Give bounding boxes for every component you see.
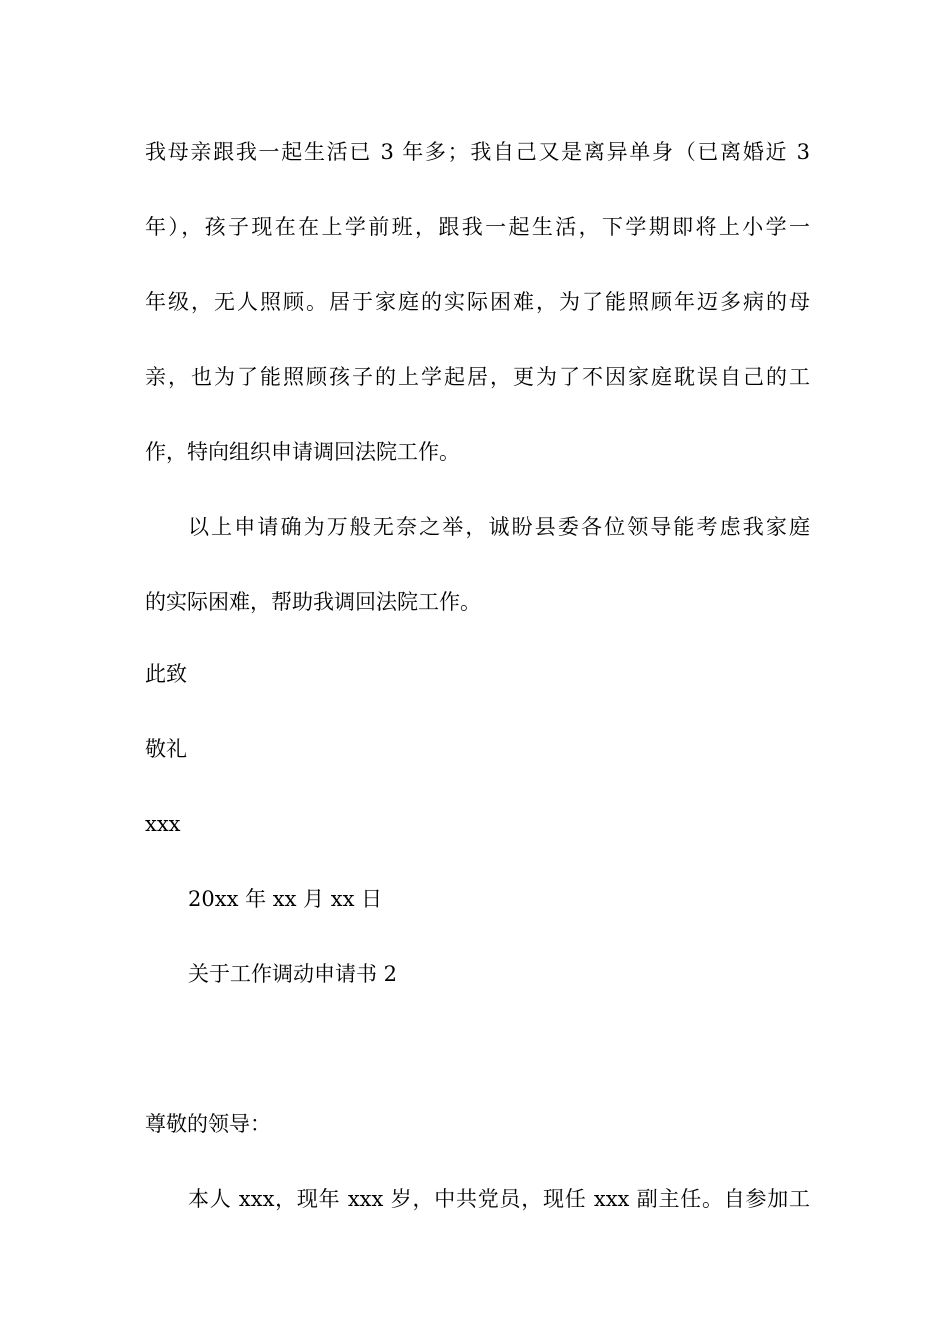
paragraph-line: 亲，也为了能照顾孩子的上学起居，更为了不因家庭耽误自己的工 <box>145 365 810 389</box>
closing-text: 此致 <box>145 662 187 686</box>
salute-text: 敬礼 <box>145 737 187 761</box>
paragraph-line: 作，特向组织申请调回法院工作。 <box>145 440 460 464</box>
greeting-text: 尊敬的领导： <box>145 1112 271 1136</box>
paragraph-line: 年），孩子现在在上学前班，跟我一起生活，下学期即将上小学一 <box>145 215 810 239</box>
paragraph-line: 的实际困难，帮助我调回法院工作。 <box>145 590 481 614</box>
document-title: 关于工作调动申请书 2 <box>188 962 398 986</box>
signature-text: xxx <box>145 812 181 836</box>
paragraph-line: 本人 xxx，现年 xxx 岁，中共党员，现任 xxx 副主任。自参加工 <box>188 1187 810 1211</box>
paragraph-line: 年级，无人照顾。居于家庭的实际困难，为了能照顾年迈多病的母 <box>145 290 810 314</box>
date-text: 20xx 年 xx 月 xx 日 <box>188 887 383 911</box>
paragraph-line: 以上申请确为万般无奈之举，诚盼县委各位领导能考虑我家庭 <box>188 515 810 539</box>
paragraph-line: 我母亲跟我一起生活已 3 年多；我自己又是离异单身（已离婚近 3 <box>145 140 810 164</box>
